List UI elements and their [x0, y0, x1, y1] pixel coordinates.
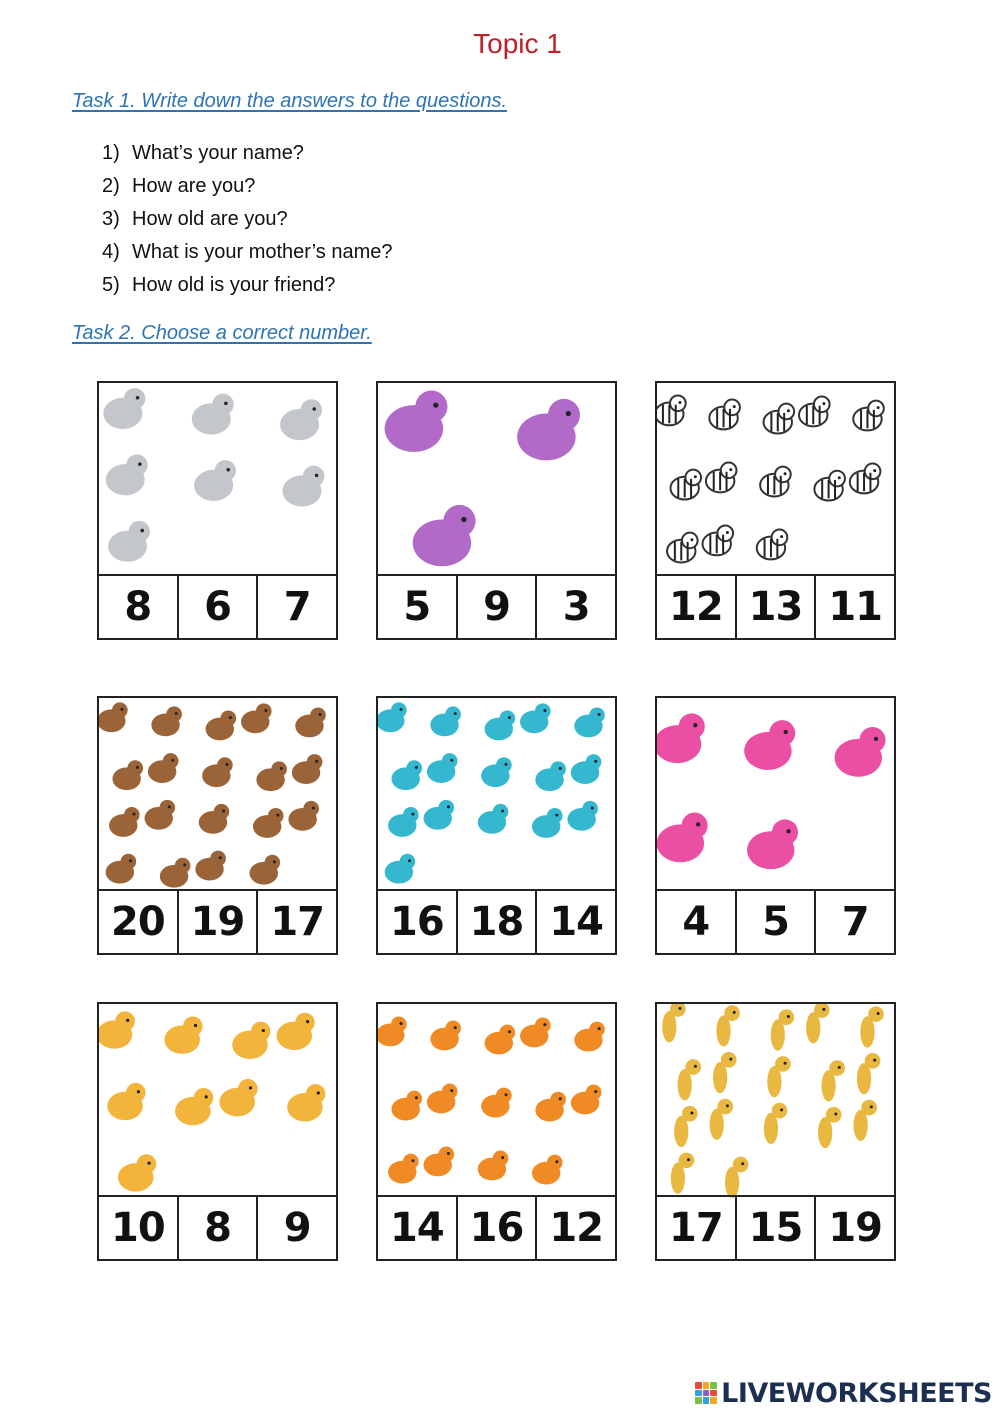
answer-option[interactable]: 19	[177, 891, 257, 953]
monkey-icon	[99, 702, 128, 732]
answer-option[interactable]: 20	[111, 899, 165, 945]
blue-bird-icon	[478, 804, 509, 834]
answer-option[interactable]: 8	[177, 1197, 257, 1259]
answer-option[interactable]: 16	[390, 899, 444, 945]
blue-bird-icon	[520, 703, 551, 733]
tiger-icon	[520, 1017, 551, 1047]
logo-text: LIVEWORKSHEETS	[721, 1377, 992, 1409]
tiger-icon	[391, 1091, 422, 1121]
question-text: How old are you?	[132, 208, 288, 230]
giraffe-icon	[662, 1004, 685, 1042]
blue-bird-icon	[481, 757, 512, 787]
answer-option[interactable]: 5	[403, 584, 431, 630]
answer-option[interactable]: 5	[735, 891, 815, 953]
question-number: 4)	[102, 241, 120, 263]
pink-hippo-picture	[657, 698, 894, 893]
zebra-icon	[706, 462, 737, 492]
tiger-icon	[378, 1016, 407, 1046]
blue-bird-icon	[485, 711, 516, 741]
liveworksheets-logo	[695, 1377, 992, 1409]
giraffe-icon	[764, 1103, 787, 1144]
answer-option[interactable]: 9	[456, 576, 536, 638]
lion-picture	[99, 1004, 336, 1199]
answer-option[interactable]: 19	[814, 1197, 894, 1259]
giraffe-icon	[860, 1006, 883, 1047]
counting-card-purple-elephant	[376, 381, 617, 640]
pink-hippo-icon	[657, 713, 705, 763]
lion-icon	[287, 1084, 325, 1121]
giraffe-icon	[678, 1059, 701, 1100]
question-item	[102, 206, 392, 239]
blue-bird-icon	[535, 761, 566, 791]
monkey-icon	[148, 753, 179, 783]
question-text: How are you?	[132, 175, 256, 197]
question-text: What’s your name?	[132, 142, 304, 164]
blue-bird-icon	[378, 702, 407, 732]
monkey-icon	[112, 760, 143, 790]
answer-option[interactable]: 12	[535, 1197, 615, 1259]
grey-elephant-icon	[103, 388, 145, 429]
grey-elephant-icon	[106, 454, 148, 495]
question-item	[102, 140, 392, 173]
tiger-icon	[571, 1085, 602, 1115]
question-item	[102, 272, 392, 305]
blue-bird-picture	[378, 698, 615, 893]
answer-option[interactable]: 17	[256, 891, 336, 953]
answer-option[interactable]: 13	[735, 576, 815, 638]
answer-option[interactable]: 12	[669, 584, 723, 630]
purple-elephant-icon	[517, 399, 580, 460]
answer-options	[378, 889, 615, 953]
blue-bird-icon	[427, 753, 458, 783]
lion-icon	[118, 1154, 156, 1191]
answer-options	[99, 889, 336, 953]
zebra-icon	[657, 395, 686, 425]
zebra-icon	[757, 530, 788, 560]
answer-option[interactable]: 4	[682, 899, 710, 945]
answer-options	[99, 1195, 336, 1259]
counting-card-tiger	[376, 1002, 617, 1261]
tiger-picture	[378, 1004, 615, 1199]
zebra-icon	[667, 533, 698, 563]
monkey-icon	[145, 800, 176, 830]
monkey-icon	[250, 855, 281, 885]
giraffe-icon	[713, 1052, 736, 1093]
monkey-icon	[151, 706, 182, 736]
blue-bird-icon	[430, 706, 461, 736]
answer-options	[657, 1195, 894, 1259]
answer-option[interactable]: 11	[814, 576, 894, 638]
answer-option[interactable]: 7	[256, 576, 336, 638]
blue-bird-icon	[424, 800, 455, 830]
monkey-icon	[195, 851, 226, 881]
answer-option[interactable]: 6	[177, 576, 257, 638]
zebra-icon	[853, 401, 884, 431]
monkey-icon	[199, 804, 230, 834]
answer-options	[378, 1195, 615, 1259]
blue-bird-icon	[388, 807, 419, 837]
counting-card-giraffe	[655, 1002, 896, 1261]
counting-card-monkey	[97, 696, 338, 955]
zebra-icon	[799, 396, 830, 426]
question-number: 1)	[102, 142, 120, 164]
pink-hippo-icon	[657, 813, 708, 863]
monkey-icon	[206, 711, 237, 741]
answer-option[interactable]: 3	[535, 576, 615, 638]
blue-bird-icon	[532, 808, 563, 838]
lion-icon	[107, 1083, 145, 1120]
monkey-icon	[295, 707, 326, 737]
monkey-icon	[288, 801, 319, 831]
monkey-icon	[109, 807, 140, 837]
zebra-icon	[670, 470, 701, 500]
answer-option[interactable]: 16	[456, 1197, 536, 1259]
monkey-icon	[253, 808, 284, 838]
giraffe-icon	[674, 1106, 697, 1147]
grey-elephant-icon	[192, 394, 234, 435]
question-text: How old is your friend?	[132, 274, 336, 296]
blue-bird-icon	[391, 760, 422, 790]
giraffe-icon	[771, 1009, 794, 1050]
purple-elephant-icon	[385, 391, 448, 452]
giraffe-icon	[806, 1004, 829, 1043]
answer-option[interactable]: 15	[735, 1197, 815, 1259]
lion-icon	[219, 1079, 257, 1116]
counting-card-blue-bird	[376, 696, 617, 955]
pink-hippo-icon	[747, 819, 798, 869]
monkey-icon	[160, 858, 191, 888]
giraffe-icon	[857, 1053, 880, 1094]
grey-elephant-icon	[282, 466, 324, 507]
zebra-picture	[657, 383, 894, 578]
blue-bird-icon	[385, 854, 416, 884]
giraffe-icon	[818, 1107, 841, 1148]
tiger-icon	[424, 1146, 455, 1176]
answer-options	[378, 574, 615, 638]
lion-icon	[277, 1013, 315, 1050]
answer-option[interactable]: 10	[111, 1205, 165, 1251]
counting-card-lion	[97, 1002, 338, 1261]
grey-elephant-icon	[194, 460, 236, 501]
lion-icon	[232, 1022, 270, 1059]
counting-card-grey-elephant	[97, 381, 338, 640]
task-2-heading: Task 2. Choose a correct number.	[72, 322, 372, 344]
answer-options	[657, 574, 894, 638]
grey-elephant-icon	[280, 399, 322, 440]
monkey-icon	[202, 757, 233, 787]
question-item	[102, 173, 392, 206]
question-number: 3)	[102, 208, 120, 230]
answer-option[interactable]: 14	[535, 891, 615, 953]
zebra-icon	[850, 464, 881, 494]
giraffe-icon	[821, 1060, 844, 1101]
question-number: 5)	[102, 274, 120, 296]
answer-option[interactable]: 17	[669, 1205, 723, 1251]
monkey-icon	[292, 754, 323, 784]
lion-icon	[99, 1011, 135, 1048]
pink-hippo-icon	[835, 727, 886, 777]
lion-icon	[175, 1088, 213, 1125]
giraffe-icon	[767, 1056, 790, 1097]
monkey-picture	[99, 698, 336, 893]
giraffe-icon	[671, 1153, 694, 1194]
question-item	[102, 239, 392, 272]
purple-elephant-picture	[378, 383, 615, 578]
tiger-icon	[532, 1155, 563, 1185]
tiger-icon	[430, 1021, 461, 1051]
zebra-icon	[764, 404, 795, 434]
counting-card-zebra	[655, 381, 896, 640]
question-text: What is your mother’s name?	[132, 241, 393, 263]
grey-elephant-icon	[108, 521, 150, 562]
answer-option[interactable]: 14	[390, 1205, 444, 1251]
tiger-icon	[478, 1151, 509, 1181]
answer-options	[657, 889, 894, 953]
answer-option[interactable]: 9	[256, 1197, 336, 1259]
monkey-icon	[256, 761, 287, 791]
question-number: 2)	[102, 175, 120, 197]
question-list	[102, 140, 392, 305]
answer-option[interactable]: 8	[124, 584, 152, 630]
zebra-icon	[814, 471, 845, 501]
logo-grid-icon	[695, 1382, 717, 1404]
answer-option[interactable]: 7	[814, 891, 894, 953]
answer-option[interactable]: 18	[456, 891, 536, 953]
answer-options	[99, 574, 336, 638]
tiger-icon	[535, 1092, 566, 1122]
blue-bird-icon	[571, 754, 602, 784]
purple-elephant-icon	[413, 505, 476, 566]
pink-hippo-icon	[744, 720, 795, 770]
blue-bird-icon	[574, 707, 605, 737]
task-1-heading: Task 1. Write down the answers to the questions.	[72, 90, 508, 112]
zebra-icon	[703, 525, 734, 555]
giraffe-icon	[716, 1005, 739, 1046]
grey-elephant-picture	[99, 383, 336, 578]
tiger-icon	[427, 1083, 458, 1113]
blue-bird-icon	[567, 801, 598, 831]
giraffe-icon	[725, 1157, 748, 1198]
monkey-icon	[241, 703, 272, 733]
zebra-icon	[709, 400, 740, 430]
tiger-icon	[481, 1088, 512, 1118]
page-title: Topic 1	[473, 28, 562, 59]
monkey-icon	[106, 854, 137, 884]
zebra-icon	[760, 467, 791, 497]
tiger-icon	[574, 1022, 605, 1052]
counting-card-pink-hippo	[655, 696, 896, 955]
giraffe-icon	[710, 1099, 733, 1140]
tiger-icon	[485, 1025, 516, 1055]
giraffe-picture	[657, 1004, 894, 1199]
tiger-icon	[388, 1154, 419, 1184]
lion-icon	[164, 1017, 202, 1054]
giraffe-icon	[854, 1100, 877, 1141]
